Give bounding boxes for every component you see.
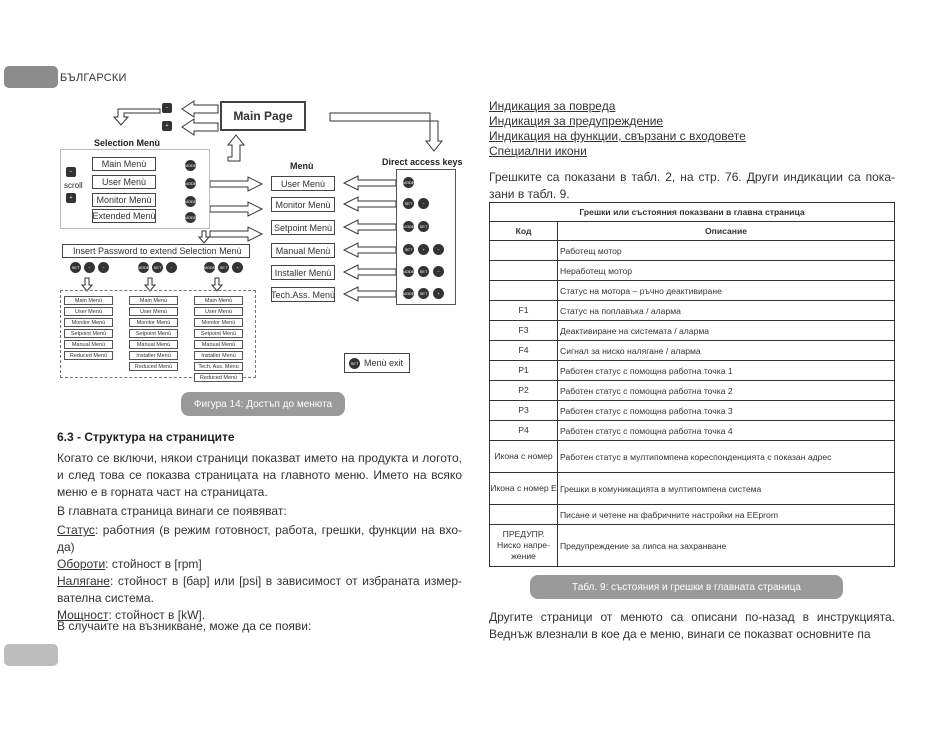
table-row: P4 Работен статус с помощна работна точка 4	[490, 421, 895, 441]
main-page-box: Main Page	[220, 101, 306, 131]
selection-item-extended: Extended Menù	[92, 211, 156, 221]
minus-key-icon: −	[162, 103, 172, 113]
table-row: ПРЕДУПР. Ниско напрежение Предупреждение за липса на захранване	[490, 525, 895, 567]
table-row: Писане и четене на фабричните настройки на EEprom	[490, 505, 895, 525]
scroll-label: scroll	[64, 181, 83, 190]
set-key-icon: SET	[403, 198, 414, 209]
minus-key-icon: −	[433, 244, 444, 255]
mode-key-icon: MODE	[185, 196, 196, 207]
table-caption: Табл. 9: състояния и грешки в главната страница	[530, 575, 843, 599]
list-mid-item: Setpoint Menù	[129, 329, 178, 338]
menu-exit-label: Menù exit	[364, 358, 404, 368]
list-mid-item: Monitor Menù	[129, 318, 178, 327]
set-key-icon: SET	[418, 266, 429, 277]
table-row: Статус на мотора – ръчно деактивиране	[490, 281, 895, 301]
list-right-item: Main Menù	[194, 296, 243, 305]
column-header-description: Описание	[558, 222, 895, 241]
mode-key-icon: MODE	[185, 160, 196, 171]
figure-caption: Фигура 14: Достъп до менюта	[181, 392, 345, 416]
table-row: F1 Статус на поплавъка / аларма	[490, 301, 895, 321]
mode-key-icon: MODE	[403, 177, 414, 188]
mode-key-icon: MODE	[185, 212, 196, 223]
selection-item-monitor: Monitor Menù	[92, 193, 156, 207]
list-right-item: Reduced Menù	[194, 373, 243, 382]
link-special-icons: Специални икони	[489, 144, 587, 158]
main-page-items	[57, 522, 462, 624]
list-mid-item: Installer Menù	[129, 351, 178, 360]
selection-item-user: User Menù	[92, 175, 156, 189]
list-left-item: Setpoint Menù	[64, 329, 113, 338]
table-row: P3 Работен статус с помощна работна точка 3	[490, 401, 895, 421]
minus-key-icon: −	[418, 198, 429, 209]
direct-access-title: Direct access keys	[382, 157, 463, 167]
plus-key-icon: +	[418, 244, 429, 255]
table-row: P2 Работен статус с помощна работна точка 2	[490, 381, 895, 401]
selection-item-main: Main Menù	[92, 157, 156, 171]
table-row: F4 Сигнал за ниско налягане / аларма	[490, 341, 895, 361]
mode-key-icon: MODE	[403, 221, 414, 232]
table-row: Икона с номер Е Грешки в комуникацията в мултипомпена система	[490, 473, 895, 505]
link-fault-indication: Индикация за повреда	[489, 99, 616, 113]
set-key-icon: SET	[403, 244, 414, 255]
list-right-item: Tech. Ass. Menù	[194, 362, 243, 371]
table-row: Неработещ мотор	[490, 261, 895, 281]
mode-key-icon: MODE	[403, 266, 414, 277]
list-left-item: Manual Menù	[64, 340, 113, 349]
direct-access-panel	[396, 169, 456, 305]
menu-exit-legend	[344, 353, 410, 373]
intro-paragraph: Когато се включи, някои страници показват името на продукта и логото, и след това се показва страницата на главното меню. Името на всяко меню е в горната част на страницата.	[57, 451, 462, 499]
table-row: Икона с номер Работен статус в мултипомпена кореспонденцията с показан адрес	[490, 441, 895, 473]
page-tab-marker	[4, 66, 58, 88]
list-right-item: User Menù	[194, 307, 243, 316]
table-row: P1 Работен статус с помощна работна точка 1	[490, 361, 895, 381]
errors-paragraph: Грешките са показани в табл. 2, на стр. 76. Други индикации са показани в табл. 9.	[489, 170, 895, 201]
menu-item-manual: Manual Menù	[271, 243, 335, 258]
main-page-paragraph: В главната страница винаги се появяват:	[57, 504, 287, 518]
list-right-item: Manual Menù	[194, 340, 243, 349]
list-left-item: Monitor Menù	[64, 318, 113, 327]
section-heading: 6.3 - Структура на страниците	[57, 430, 235, 444]
column-header-code: Код	[490, 222, 558, 241]
menu-title: Menù	[290, 161, 314, 171]
menu-item-installer: Installer Menù	[271, 265, 335, 280]
list-left-item: Main Menù	[64, 296, 113, 305]
item-pressure: Налягане: стойност в [бар] или [psi] в зависимост от избраната измервателна система.	[57, 574, 462, 605]
set-key-icon: SET	[418, 288, 429, 299]
link-input-functions-indication: Индикация на функции, свързани с входовете	[489, 129, 746, 143]
set-key-icon: SET	[218, 262, 229, 273]
item-power: Мощност: стойност в [kW].	[57, 608, 206, 622]
table-title: Грешки или състояния показвани в главна страница	[490, 203, 895, 222]
language-label: БЪЛГАРСКИ	[60, 72, 127, 84]
mode-key-icon: MODE	[204, 262, 215, 273]
mode-key-icon: MODE	[403, 288, 414, 299]
minus-key-icon: −	[84, 262, 95, 273]
indication-links	[489, 99, 746, 159]
plus-key-icon: +	[433, 288, 444, 299]
menu-item-setpoint: Setpoint Menù	[271, 220, 335, 235]
set-key-icon: SET	[152, 262, 163, 273]
other-pages-paragraph: Другите страници от менюто са описани по-назад в инструкцията. Веднъж влезнали в кое да е меню, винаги се показват основните па	[489, 610, 895, 641]
minus-key-icon: −	[66, 167, 76, 177]
list-mid-item: Main Menù	[129, 296, 178, 305]
table-row: Работещ мотор	[490, 241, 895, 261]
set-key-icon: SET	[418, 221, 429, 232]
plus-key-icon: +	[66, 193, 76, 203]
list-mid-item: User Menù	[129, 307, 178, 316]
status-table	[489, 202, 895, 567]
menu-item-monitor: Monitor Menù	[271, 197, 335, 212]
minus-key-icon: −	[433, 266, 444, 277]
mode-key-icon: MODE	[185, 178, 196, 189]
occurrence-paragraph: В случаите на възникване, може да се появи:	[57, 619, 312, 633]
list-left-item: Reduced Menù	[64, 351, 113, 360]
list-mid-item: Manual Menù	[129, 340, 178, 349]
plus-key-icon: +	[162, 121, 172, 131]
list-mid-item: Reduced Menù	[129, 362, 178, 371]
set-key-icon: SET	[70, 262, 81, 273]
menu-access-diagram	[58, 95, 470, 385]
mode-key-icon: MODE	[138, 262, 149, 273]
list-right-item: Monitor Menù	[194, 318, 243, 327]
set-key-icon: SET	[349, 358, 360, 369]
table-row: F3 Деактивиране на системата / аларма	[490, 321, 895, 341]
menu-item-user: User Menù	[271, 176, 335, 191]
insert-password-box: Insert Password to extend Selection Menù	[62, 244, 250, 258]
plus-key-icon: +	[232, 262, 243, 273]
list-right-item: Setpoint Menù	[194, 329, 243, 338]
item-status: Статус: работния (в режим готовност, работа, грешки, функции на входа)	[57, 523, 462, 554]
list-right-item: Installer Menù	[194, 351, 243, 360]
link-warning-indication: Индикация за предупреждение	[489, 114, 664, 128]
minus-key-icon: −	[166, 262, 177, 273]
page-number-tab	[4, 644, 58, 666]
selection-menu-title: Selection Menù	[94, 138, 161, 148]
menu-item-techass: Tech.Ass. Menù	[271, 287, 335, 302]
minus-key-icon: −	[98, 262, 109, 273]
list-left-item: User Menù	[64, 307, 113, 316]
item-speed: Обороти: стойност в [rpm]	[57, 557, 202, 571]
